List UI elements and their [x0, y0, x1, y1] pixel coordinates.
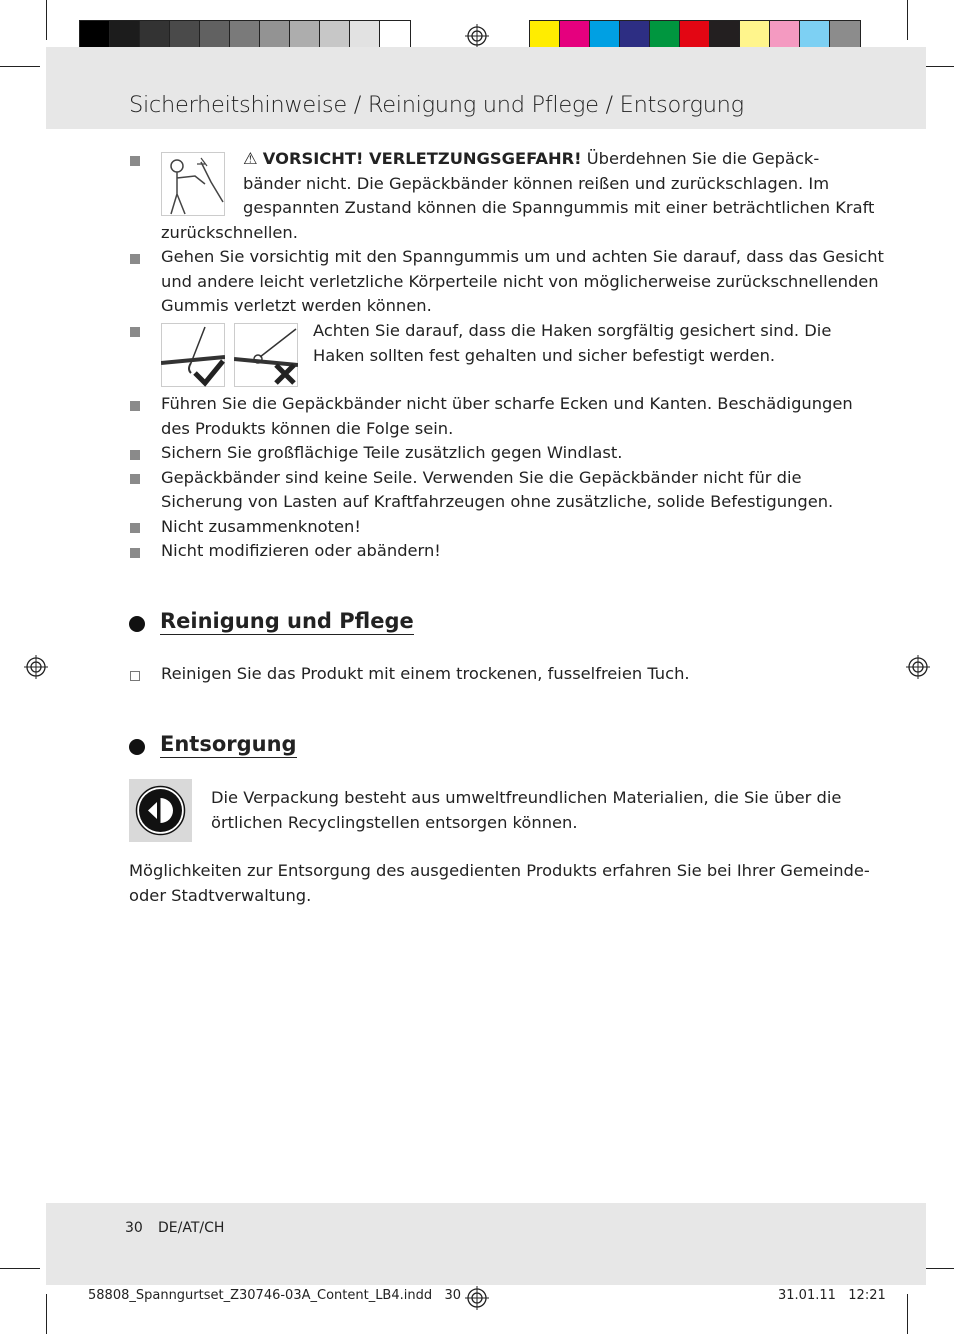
- footer-band: [46, 1203, 926, 1285]
- cleaning-heading: Reinigung und Pflege: [160, 609, 414, 633]
- bullet: [130, 327, 140, 337]
- crop-mark: [46, 0, 47, 40]
- warning-icon: ⚠: [243, 149, 258, 168]
- warning-line-1: ⚠ VORSICHT! VERLETZUNGSGEFAHR! Überdehnen Sie die Gepäck-: [243, 149, 820, 168]
- warning-line-2: bänder nicht. Die Gepäckbänder können reißen und zurückschlagen. Im: [243, 173, 830, 193]
- safety-item-4-line-1: Führen Sie die Gepäckbänder nicht über scharfe Ecken und Kanten. Beschädigungen: [161, 394, 853, 413]
- safety-item-2-line-3: Gummis verletzt werden können.: [161, 296, 432, 315]
- cleaning-item: Reinigen Sie das Produkt mit einem trockenen, fusselfreien Tuch.: [161, 664, 690, 683]
- bullet: [130, 474, 140, 484]
- registration-mark-icon: [465, 24, 489, 48]
- registration-mark-icon: [24, 655, 48, 679]
- stretching-warning-icon: [161, 152, 225, 216]
- warning-line-4: zurückschnellen.: [161, 222, 298, 242]
- open-bullet: [130, 671, 140, 681]
- section-dot-icon: [129, 739, 145, 755]
- slug-filename: 58808_Spanngurtset_Z30746-03A_Content_LB4.indd 30: [88, 1288, 462, 1303]
- registration-mark-icon: [906, 655, 930, 679]
- safety-item-2-line-1: Gehen Sie vorsichtig mit den Spanngummis um und achten Sie darauf, dass das Gesicht: [161, 247, 884, 266]
- crop-mark: [907, 1294, 908, 1334]
- warning-label: VORSICHT! VERLETZUNGSGEFAHR!: [262, 149, 582, 168]
- section-dot-icon: [129, 616, 145, 632]
- green-dot-recycling-icon: [129, 779, 192, 842]
- bullet: [130, 401, 140, 411]
- disposal-heading: Entsorgung: [160, 732, 297, 756]
- product-disposal-line-2: oder Stadtverwaltung.: [129, 885, 312, 905]
- packaging-line-1: Die Verpackung besteht aus umweltfreundlichen Materialien, die Sie über die: [211, 788, 842, 807]
- page-title: Sicherheitshinweise / Reinigung und Pflege / Entsorgung: [129, 92, 744, 118]
- bullet: [130, 156, 140, 166]
- safety-item-3-line-1: Achten Sie darauf, dass die Haken sorgfältig gesichert sind. Die: [313, 321, 832, 340]
- registration-mark-icon: [465, 1286, 489, 1310]
- safety-item-6-line-1: Gepäckbänder sind keine Seile. Verwenden Sie die Gepäckbänder nicht für die: [161, 467, 802, 487]
- safety-item-7: Nicht zusammenknoten!: [161, 516, 361, 536]
- product-disposal-line-1: Möglichkeiten zur Entsorgung des ausgedienten Produkts erfahren Sie bei Ihrer Gemeinde-: [129, 861, 870, 880]
- region-code: DE/AT/CH: [158, 1220, 225, 1236]
- hook-wrong-icon: [234, 323, 298, 387]
- bullet: [130, 254, 140, 264]
- slug-timestamp: 31.01.11 12:21: [778, 1288, 886, 1303]
- safety-item-6-line-2: Sicherung von Lasten auf Kraftfahrzeugen ohne zusätzliche, solide Befestigungen.: [161, 492, 834, 511]
- bullet: [130, 450, 140, 460]
- crop-mark: [0, 1268, 40, 1269]
- bullet: [130, 523, 140, 533]
- safety-item-3-line-2: Haken sollten fest gehalten und sicher befestigt werden.: [313, 345, 776, 365]
- safety-item-4-line-2: des Produkts können die Folge sein.: [161, 418, 454, 438]
- safety-item-8: Nicht modifizieren oder abändern!: [161, 541, 441, 560]
- page-number: 30: [125, 1220, 143, 1236]
- crop-mark: [0, 66, 40, 67]
- safety-item-5: Sichern Sie großflächige Teile zusätzlich gegen Windlast.: [161, 443, 623, 462]
- hook-correct-icon: [161, 323, 225, 387]
- crop-mark: [907, 0, 908, 40]
- crop-mark: [46, 1294, 47, 1334]
- warning-line-3: gespannten Zustand können die Spanngummis mit einer beträchtlichen Kraft: [243, 198, 875, 217]
- packaging-line-2: örtlichen Recyclingstellen entsorgen können.: [211, 812, 578, 832]
- bullet: [130, 548, 140, 558]
- safety-item-2-line-2: und andere leicht verletzliche Körperteile nicht von möglicherweise zurückschnellenden: [161, 271, 879, 291]
